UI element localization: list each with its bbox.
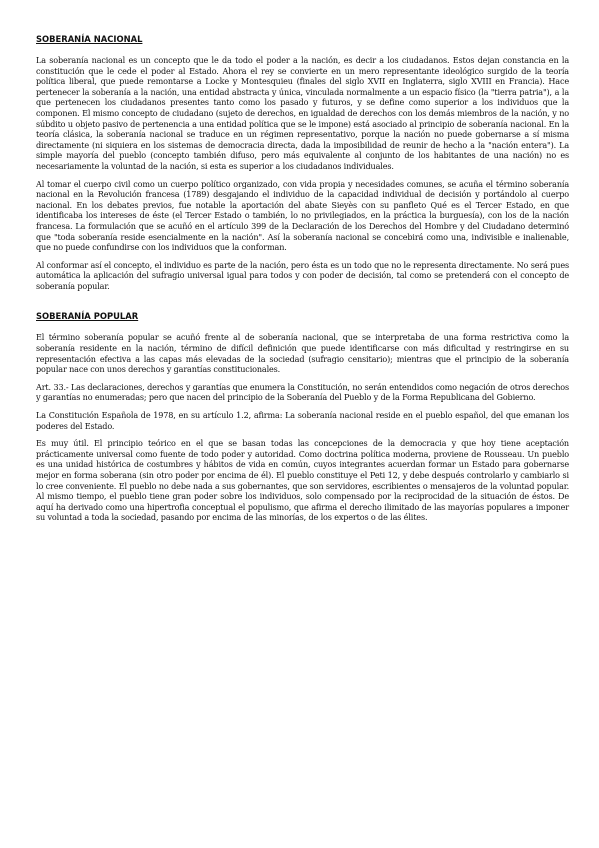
paragraph-nacional-1: La soberanía nacional es un concepto que le da todo el poder a la nación, es decir a los ciudadanos. Estos dejan constancia en la constitución que le cede el poder al Estado. Ahora el rey se convierte en un mero representante ideológico surgido de la teoría política liberal, que puede remontarse a Locke y Montesquieu (finales del siglo XVII en Inglaterra, siglo XVIII en Francia). Hace pertenecer la soberanía a la nación, una entidad abstracta y única, vinculada normalmente a un espacio físico (la "tierra patria"), a la que pertenecen los ciudadanos presentes tanto como los pasado y futuros, y se define como superior a los individuos que la componen. El mismo concepto de ciudadano (sujeto de derechos, en igualdad de derechos con los demás miembros de la nación, y no súbdito u objeto pasivo de pertenencia a una entidad política que se le impone) está asociado al principio de soberanía nacional. En la teoría clásica, la soberanía nacional se traduce en un régimen representativo, porque la nación no puede gobernarse a sí misma directamente (ni siquiera en los sistemas de democracia directa, dada la imposibilidad de reunir de hecho a la "nación entera"). La simple mayoría del pueblo (concepto también difuso, pero más equivalente al conjunto de los habitantes de una nación) no es necesariamente la voluntad de la nación, si esta es superior a los ciudadanos individuales. [36,55,569,171]
paragraph-popular-2: Art. 33.- Las declaraciones, derechos y garantías que enumera la Constitución, no serán entendidos como negación de otros derechos y garantías no enumeradas; pero que nacen del principio de la Soberanía del Pueblo y de la Forma Republicana del Gobierno. [36,381,569,403]
section-heading-soberania-nacional: SOBERANÍA NACIONAL [36,34,143,44]
paragraph-popular-3: La Constitución Española de 1978, en su artículo 1.2, afirma: La soberanía nacional reside en el pueblo español, del que emanan los poderes del Estado. [36,410,569,431]
section-heading-soberania-popular: SOBERANÍA POPULAR [36,311,139,322]
paragraph-nacional-3: Al conformar así el concepto, el individuo es parte de la nación, pero ésta es un todo que no le representa directamente. No será pues automática la aplicación del sufragio universal igual para todos y con poder de decisión, tal como se pretenderá con el concepto de soberanía popular. [36,259,569,291]
paragraph-popular-1: El término soberanía popular se acuñó frente al de soberanía nacional, que se interpretaba de una forma restrictiva como la soberanía residente en la nación, término de difícil definición que puede identificarse con más dificultad y restringirse en su representación efectiva a las capas más elevadas de la sociedad (sufragio censitario); mientras que el principio de la soberanía popular nace con unos derechos y garantías constitucionales. [36,332,569,375]
paragraph-popular-4: Es muy útil. El principio teórico en el que se basan todas las concepciones de la democracia y que hoy tiene aceptación prácticamente universal como fuente de todo poder y autoridad. Como doctrina política moderna, proviene de Rousseau. Un pueblo es una unidad histórica de costumbres y hábitos de vida en común, cuyos integrantes acuerdan formar un Estado para gobernarse mejor en forma soberana (sin otro poder por encima de él). El pueblo constituye el Peti 12, y debe después controlarlo y cambiarlo si lo cree conveniente. El pueblo no debe nada a sus gobernantes, que son servidores, escribientes o mensajeros de la voluntad popular. Al mismo tiempo, el pueblo tiene gran poder sobre los individuos, solo compensado por la reciprocidad de la situación de éstos. De aquí ha derivado como una hipertrofia conceptual el populismo, que afirma el derecho ilimitado de las mayorías populares a imponer su voluntad a toda la sociedad, pasando por encima de las minorías, de los expertos o de las élites. [36,438,569,523]
paragraph-nacional-2: Al tomar el cuerpo civil como un cuerpo político organizado, con vida propia y necesidades comunes, se acuña el término soberanía nacional en la Revolución francesa (1789) desgajando el individuo de la capacidad individual de decisión y portándolo al cuerpo nacional. En los debates previos, fue notable la aportación del abate Sieyès con su panfleto Qué es el Tercer Estado, en que identificaba los intereses de éste (el Tercer Estado o también, lo no privilegiados, en la práctica la burguesía), con los de la nación francesa. La formulación que se acuñó en el artículo 399 de la Declaración de los Derechos del Hombre y del Ciudadano determinó que "toda soberanía reside esencialmente en la nación". Así la soberanía nacional se concebirá como una, indivisible e inalienable, que no puede confundirse con los individuos que la conforman. [36,178,569,253]
